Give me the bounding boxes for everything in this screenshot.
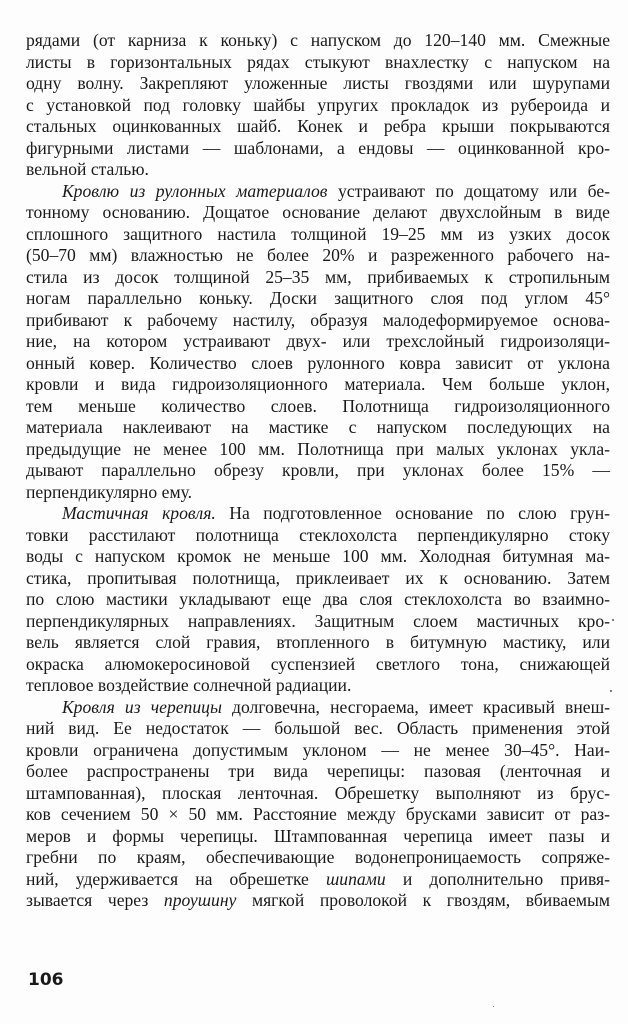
- text-line: [26, 374, 610, 396]
- line-text: зывается через: [26, 890, 149, 910]
- line-text: дывают параллельно обрезу кровли, при уклонах более 15% —: [26, 460, 610, 480]
- text-line: [26, 159, 610, 181]
- line-text: более распространены три вида черепицы: пазовая (ленточная и: [26, 761, 610, 781]
- line-text: листы в горизонтальных рядах стыкуют внахлестку с напуском на: [26, 51, 610, 72]
- text-line: [26, 181, 610, 203]
- line-text: воды с напуском кромок не меньше 100 мм. Холодная битумная ма-: [26, 546, 610, 566]
- text-line: [26, 890, 610, 912]
- italic-term: шипами: [326, 868, 386, 889]
- text-line: [26, 804, 610, 826]
- line-text: тонному основанию. Дощатое основание делают двухслойным в виде: [26, 202, 610, 222]
- line-text: меров и формы черепицы. Штампованная черепица имеет пазы и: [26, 825, 610, 846]
- text-line: [26, 589, 610, 611]
- text-line: [26, 417, 610, 439]
- italic-term: Кровля из черепицы: [62, 696, 222, 717]
- text-line: [26, 869, 610, 891]
- line-text: окраска алюмокеросиновой суспензией светлого тона, снижающей: [26, 653, 610, 674]
- text-line: [26, 460, 610, 482]
- scan-speck: [612, 619, 614, 621]
- text-line: [26, 439, 610, 461]
- text-line: [26, 396, 610, 418]
- text-line: [26, 331, 610, 353]
- line-text: вельной сталью.: [26, 159, 149, 179]
- text-line: [26, 546, 610, 568]
- line-text: прибивают к рабочему настилу, образуя малодеформируемое основа-: [26, 309, 610, 330]
- text-line: [26, 224, 610, 246]
- line-text: стальных оцинкованных шайб. Конек и ребра крыши покрываются: [26, 116, 610, 136]
- line-text: кровли ограничена допустимым уклоном — не менее 30–45°. Наи-: [26, 739, 610, 760]
- text-line: [26, 568, 610, 590]
- line-text: фигурными листами — шаблонами, а ендовы — оцинкованной кро-: [26, 137, 610, 158]
- text-line: [26, 245, 610, 267]
- scan-speck: [610, 690, 612, 692]
- text-line: [26, 482, 610, 504]
- line-text: ногам параллельно коньку. Доски защитного слоя под углом 45°: [26, 288, 610, 308]
- text-line: [26, 826, 610, 848]
- text-line: [26, 761, 610, 783]
- scan-speck: [493, 1006, 494, 1007]
- text-line: [26, 138, 610, 160]
- text-line: [26, 353, 610, 375]
- line-text: с установкой под головку шайбы упругих прокладок из рубероида и: [26, 94, 610, 115]
- line-text: по слою мастики укладывают еще два слоя стеклохолста во взаимно-: [26, 589, 610, 609]
- line-text: На подготовленное основание по слою грун-: [215, 503, 610, 523]
- line-text: (50–70 мм) влажностью не более 20% и разреженного рабочего на-: [26, 245, 610, 265]
- line-text: штампованная), плоская ленточная. Обрешетку выполняют из брус-: [26, 782, 610, 803]
- text-line: [26, 783, 610, 805]
- line-text: ков сечением 50 × 50 мм. Расстояние между брусками зависит от раз-: [26, 804, 610, 824]
- italic-term: проушину: [163, 890, 237, 910]
- line-text: одну волну. Закрепляют уложенные листы гвоздями или шурупами: [26, 73, 610, 93]
- text-line: [26, 632, 610, 654]
- text-line: [26, 654, 610, 676]
- text-line: [26, 52, 610, 74]
- line-text: стика, пропитывая полотнища, приклеивает их к основанию. Затем: [26, 567, 610, 588]
- line-text: устраивают по дощатому или бе-: [327, 180, 610, 201]
- text-line: [26, 740, 610, 762]
- text-line: [26, 30, 610, 52]
- line-text: перпендикулярных направлениях. Защитным слоем мастичных кро-: [26, 610, 610, 631]
- italic-term: Мастичная кровля.: [62, 503, 216, 523]
- italic-term: Кровлю из рулонных материалов: [62, 180, 328, 201]
- text-line: [26, 202, 610, 224]
- line-text: перпендикулярно ему.: [26, 481, 193, 502]
- line-text: гребни по краям, обеспечивающие водонепроницаемость сопряже-: [26, 847, 610, 867]
- text-line: [26, 503, 610, 525]
- text-line: [26, 718, 610, 740]
- text-line: [26, 267, 610, 289]
- line-text: и дополнительно привя-: [385, 868, 610, 889]
- line-text: мягкой проволокой к гвоздям, вбиваемым: [236, 890, 610, 910]
- line-text: вель является слой гравия, втопленного в битумную мастику, или: [26, 632, 610, 652]
- line-text: долговечна, несгораема, имеет красивый внеш-: [221, 696, 610, 717]
- line-text: ние, на котором устраивают двух- или трехслойный гидроизоляци-: [26, 331, 610, 351]
- page-number: 106: [28, 970, 64, 990]
- text-line: [26, 675, 610, 697]
- text-line: [26, 116, 610, 138]
- line-text: рядами (от карниза к коньку) с напуском до 120–140 мм. Смежные: [26, 30, 610, 50]
- text-line: [26, 611, 610, 633]
- line-text: товки расстилают полотнища стеклохолста перпендикулярно стоку: [26, 524, 610, 545]
- line-text: тепловое воздействие солнечной радиации.: [26, 675, 352, 695]
- line-text: стила из досок толщиной 25–35 мм, прибиваемых к стропильным: [26, 266, 610, 287]
- line-text: онный ковер. Количество слоев рулонного ковра зависит от уклона: [26, 352, 610, 373]
- line-text: материала наклеивают на мастике с напуском последующих на: [26, 417, 610, 437]
- text-line: [26, 697, 610, 719]
- body-text: [26, 30, 610, 912]
- line-text: тем меньше количество слоев. Полотнища гидроизоляционного: [26, 395, 610, 416]
- text-line: [26, 525, 610, 547]
- text-line: [26, 73, 610, 95]
- line-text: кровли и вида гидроизоляционного материала. Чем больше уклон,: [26, 374, 610, 394]
- text-line: [26, 95, 610, 117]
- text-line: [26, 310, 610, 332]
- line-text: сплошного защитного настила толщиной 19–25 мм из узких досок: [26, 223, 610, 244]
- text-line: [26, 847, 610, 869]
- line-text: ний, удерживается на обрешетке: [26, 868, 309, 889]
- line-text: предыдущие не менее 100 мм. Полотнища при малых уклонах укла-: [26, 438, 610, 459]
- text-line: [26, 288, 610, 310]
- line-text: ний вид. Ее недостаток — большой вес. Область применения этой: [26, 718, 610, 738]
